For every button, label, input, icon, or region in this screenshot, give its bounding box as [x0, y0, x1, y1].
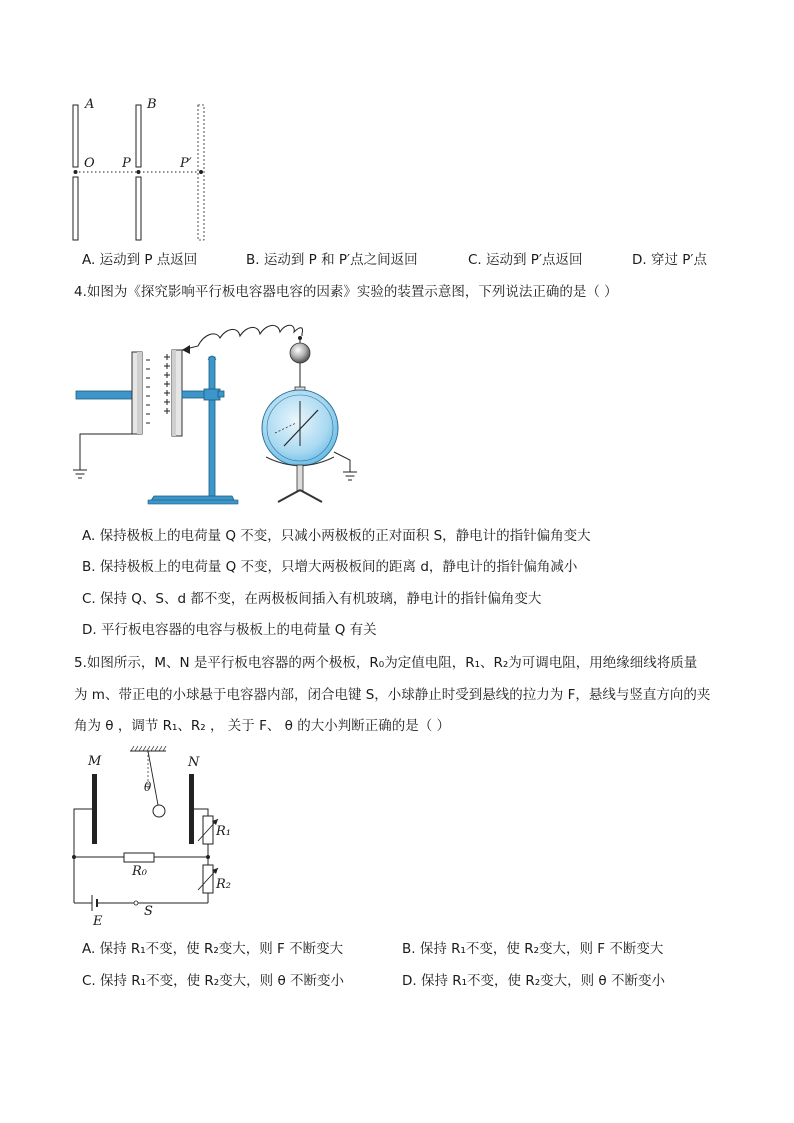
electroscope-stem: [297, 465, 303, 491]
label-r2: R₂: [216, 877, 231, 892]
electroscope-feet: [278, 490, 322, 502]
plate-a-upper: [73, 105, 78, 167]
label-a: A: [85, 97, 95, 112]
q5-option-d[interactable]: D. 保持 R₁不变，使 R₂变大，则 θ 不断变小: [402, 973, 665, 989]
point-p: [137, 170, 141, 174]
q4-stem: 4.如图为《探究影响平行板电容器电容的因素》实验的装置示意图，下列说法正确的是（ ）: [74, 284, 618, 300]
label-o: O: [84, 156, 95, 171]
point-o: [74, 170, 78, 174]
thread: [148, 751, 158, 805]
q5-option-a[interactable]: A. 保持 R₁不变，使 R₂变大，则 F 不断变大: [82, 941, 344, 957]
q3-option-b[interactable]: B. 运动到 P 和 P′点之间返回: [246, 252, 418, 268]
label-m: M: [88, 754, 102, 769]
label-p-prime: P′: [180, 156, 192, 171]
figure-slits: [60, 90, 230, 250]
plus-charges: [164, 354, 170, 414]
resistor-r0: [124, 853, 154, 862]
figure-electroscope: [70, 312, 380, 517]
point-p-prime: [199, 170, 203, 174]
q5-stem-line-1: 5.如图所示，M、N 是平行板电容器的两个极板，R₀为定值电阻，R₁、R₂为可调电阻，用绝缘细线将质量: [74, 655, 698, 671]
plate-n: [189, 774, 194, 844]
q5-stem-line-2: 为 m、带正电的小球悬于电容器内部，闭合电键 S，小球静止时受到悬线的拉力为 F，悬线与竖直方向的夹: [74, 687, 711, 703]
left-rod: [76, 391, 132, 399]
label-b: B: [147, 97, 157, 112]
wire-n: [194, 809, 208, 816]
wire-m: [74, 809, 94, 857]
figure-circuit: [66, 745, 246, 930]
ground-icon-right: [343, 472, 357, 480]
stand-pole: [209, 357, 215, 497]
q4-option-c[interactable]: C. 保持 Q、S、d 都不变，在两极板间插入有机玻璃，静电计的指针偏角变大: [82, 591, 542, 607]
ground-wire-right: [334, 452, 350, 472]
q4-option-a[interactable]: A. 保持极板上的电荷量 Q 不变，只减小两极板的正对面积 S，静电计的指针偏角变大: [82, 528, 591, 544]
plate-b-upper: [136, 105, 141, 167]
label-n: N: [188, 755, 200, 770]
plate-a-lower: [73, 177, 78, 240]
q5-option-c[interactable]: C. 保持 R₁不变，使 R₂变大，则 θ 不断变小: [82, 973, 345, 989]
ground-icon-left: [73, 470, 87, 478]
label-theta: θ: [144, 780, 152, 794]
coiled-wire: [182, 325, 303, 350]
plate-b-lower: [136, 177, 141, 240]
q4-option-d[interactable]: D. 平行板电容器的电容与极板上的电荷量 Q 有关: [82, 622, 377, 638]
q3-option-a[interactable]: A. 运动到 P 点返回: [82, 252, 198, 268]
electroscope-ball: [290, 343, 310, 363]
ground-wire-left: [80, 434, 132, 470]
label-r0: R₀: [132, 864, 147, 879]
label-s: S: [144, 904, 153, 919]
label-e: E: [93, 914, 103, 929]
minus-charges: [146, 360, 150, 423]
q5-stem-line-3: 角为 θ ，调节 R₁、R₂ ， 关于 F、 θ 的大小判断正确的是（ ）: [74, 718, 450, 734]
q3-option-d[interactable]: D. 穿过 P′点: [632, 252, 707, 268]
q5-option-b[interactable]: B. 保持 R₁不变，使 R₂变大，则 F 不断变大: [402, 941, 664, 957]
label-p: P: [122, 156, 131, 171]
q4-option-b[interactable]: B. 保持极板上的电荷量 Q 不变，只增大两极板间的距离 d，静电计的指针偏角减小: [82, 559, 578, 575]
label-r1: R₁: [216, 824, 231, 839]
q3-option-c[interactable]: C. 运动到 P′点返回: [468, 252, 583, 268]
charged-ball: [153, 805, 165, 817]
